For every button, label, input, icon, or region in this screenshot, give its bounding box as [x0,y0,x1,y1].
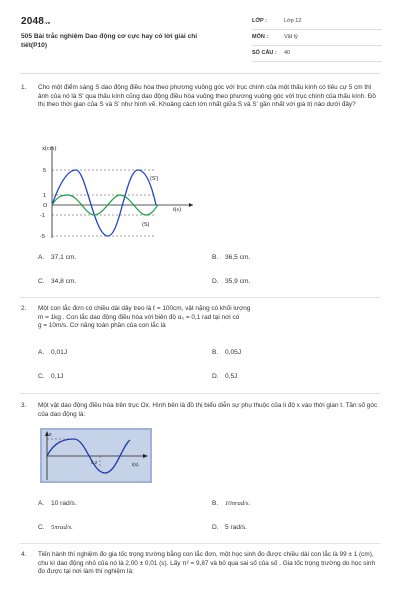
logo-text: 2048 [21,16,45,27]
question-3 [21,402,381,419]
series-label-s-prime: (S') [150,176,159,182]
meta-value: Lớp 12 [284,17,302,24]
question-text: Cho một điểm sáng S dao động điều hòa theo phương vuông góc với trục chính của một thấu kính có tiêu cự 5 cm thì ảnh của nó là S' qua thấu kính cũng dao động điều hòa vuông theo phương vuông góc với trục chính của thấu kính. Đồ thị theo thời gian của S và S' như hình vẽ. Khoảng cách lớn nhất giữa S và S' gần nhất với giá trị nào dưới đây? [38,84,376,109]
tick-label: O [43,203,48,209]
graph-inner [42,430,150,481]
tick-label: 0,2 [91,460,98,465]
question-text [38,305,378,331]
header-divider [20,73,380,74]
meta-table [252,14,382,62]
x-axis-label: t(s) [132,462,139,467]
meta-key: LỚP : [252,17,267,24]
meta-value: Vật lý [284,33,298,40]
y-axis-label: x(cm) [42,146,57,152]
option-c[interactable]: C. 5πrad/s. [38,524,73,531]
meta-key: MÔN : [252,33,269,40]
option-a[interactable]: A. 37,1 cm. [38,254,77,261]
question-4 [21,551,381,577]
tick-label: -1 [40,213,45,219]
meta-row-count [252,46,382,62]
question-1 [21,84,381,110]
x-axis-label: t(s) [173,207,181,213]
question-line: Một con lắc đơn có chiều dài dây treo là ℓ = 100cm, vật nặng có khối lượng [38,305,251,312]
question-number: 3. [21,402,27,409]
tick-label: 1 [43,193,47,199]
meta-value: 40 [284,49,291,56]
question-divider [20,543,380,544]
option-a[interactable]: A. 0,01J [38,349,68,356]
question-divider [20,297,380,298]
question-number: 4. [21,551,27,558]
document-title: 505 Bài trắc nghiệm Dao động cơ cực hay có lời giải chi tiết(P10) [21,33,198,49]
logo-suffix: .vn [44,20,51,25]
option-a[interactable]: A. 10 rad/s. [38,500,77,507]
page-header [0,0,400,74]
site-logo[interactable] [21,15,50,29]
meta-key: SỐ CÂU : [252,49,277,56]
option-d[interactable]: D. 0,5J [212,373,238,380]
series-s-prime-curve [52,170,156,236]
question-number: 1. [21,84,27,91]
meta-row-subject [252,30,382,46]
meta-row-class [252,14,382,30]
option-c[interactable]: C. 0,1J [38,373,64,380]
question-text: Tiến hành thí nghiệm đo gia tốc trọng trường bằng con lắc đơn, một học sinh đo được chiều dài con lắc là 99 ± 1 (cm), chu kì dao động nhỏ của nó là 2,00 ± 0,01 (s). Lấy π² = 9,87 và bỏ qua sai số của số . Gia tốc trọng trường do học sinh đo được tại nơi làm thí nghiệm là: [38,551,376,576]
series-label-s: (S) [142,222,150,228]
question-number: 2. [21,305,27,312]
question-2 [21,305,381,331]
option-c[interactable]: C. 34,8 cm. [38,278,77,285]
option-b[interactable]: B. 10πrad/s. [212,500,251,507]
question-line: g = 10m/s. Cơ năng toàn phần của con lắc là [38,322,166,330]
option-d[interactable]: D. 35,9 cm. [212,278,251,285]
question-divider [20,393,380,394]
oscillation-graph-figure [38,142,198,242]
option-d[interactable]: D. 5 rad/s. [212,524,247,531]
displacement-graph-figure [40,428,152,483]
y-axis-label: x [49,432,52,438]
option-b[interactable]: B. 36,5 cm. [212,254,251,261]
question-text: Một vật dao động điều hòa trên trục Ox. Hình bên là đồ thị biểu diễn sự phụ thuộc của li độ x vào thời gian t. Tần số góc của dao động là: [38,402,378,418]
tick-label: 5 [43,168,47,174]
tick-label: -5 [40,234,45,240]
x-axis-arrow [189,203,193,207]
question-line: m = 1kg . Con lắc dao động điều hòa với biên độ α₀ = 0,1 rad tại nơi có [38,313,240,321]
option-b[interactable]: B. 0,05J [212,349,242,356]
